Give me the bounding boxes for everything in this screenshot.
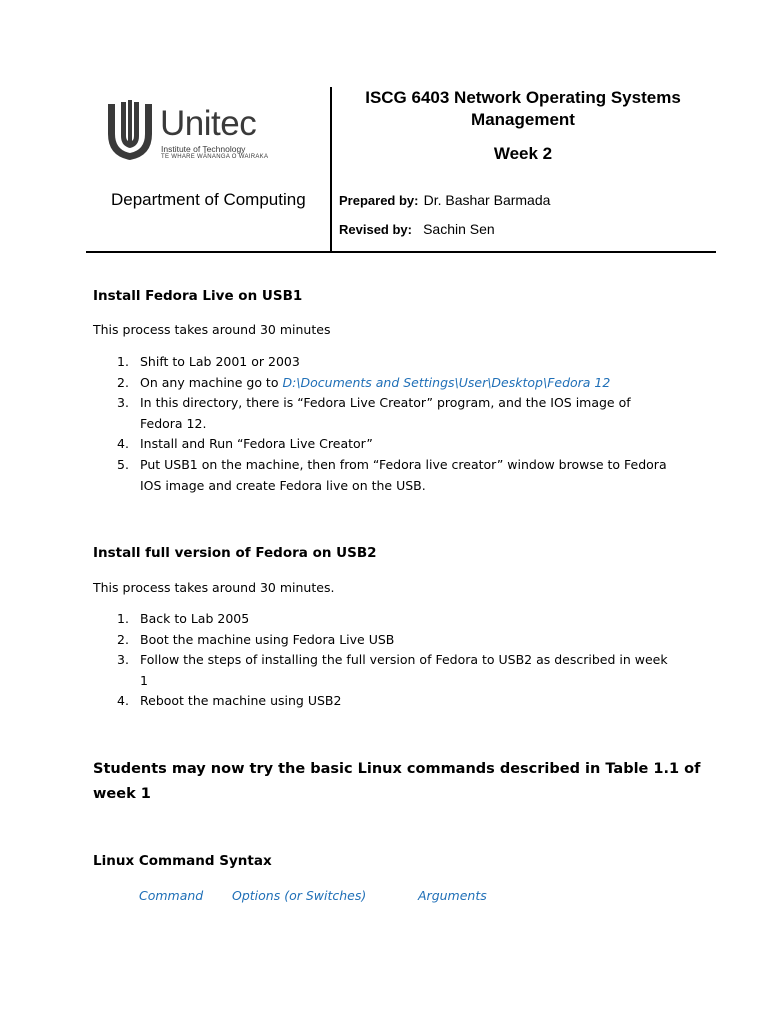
list-item: 4. Reboot the machine using USB2 bbox=[117, 693, 342, 709]
revised-by bbox=[339, 219, 495, 238]
revised-by-label: Revised by: bbox=[339, 222, 412, 237]
list-item: 2. Boot the machine using Fedora Live USB bbox=[117, 631, 395, 647]
section1-steps bbox=[93, 352, 713, 496]
section1-intro: This process takes around 30 minutes bbox=[93, 322, 331, 337]
section2-heading: Install full version of Fedora on USB2 bbox=[93, 545, 377, 561]
students-note: Students may now try the basic Linux commands described in Table 1.1 of week 1 bbox=[93, 761, 701, 802]
logo-subtitle: Institute of Technology bbox=[161, 144, 246, 154]
list-item: 1. Back to Lab 2005 bbox=[117, 611, 250, 626]
list-item: 3. In this directory, there is “Fedora Live Creator” program, and the IOS image of Fedora 12. bbox=[117, 395, 631, 431]
prepared-by-label: Prepared by: bbox=[339, 193, 419, 208]
section2-steps bbox=[93, 609, 713, 712]
syntax-arguments: Arguments bbox=[418, 888, 487, 903]
list-item: 2. On any machine go to D:\Documents and Settings\User\Desktop\Fedora 12 bbox=[117, 374, 611, 390]
list-item: 5. Put USB1 on the machine, then from “Fedora live creator” window browse to Fedora IOS image and create Fedora live on the USB. bbox=[117, 456, 667, 493]
syntax-options: Options (or Switches) bbox=[232, 888, 367, 903]
header-divider-horizontal bbox=[86, 251, 716, 253]
logo-maori: TE WHARE WĀNANGA O WAIRAKA bbox=[161, 154, 269, 160]
section2-intro: This process takes around 30 minutes. bbox=[93, 580, 335, 595]
syntax-command: Command bbox=[139, 888, 204, 903]
fedora-path-link[interactable]: D:\Documents and Settings\User\Desktop\Fedora 12 bbox=[282, 374, 611, 390]
prepared-by-value: Dr. Bashar Barmada bbox=[423, 192, 551, 208]
section4-heading: Linux Command Syntax bbox=[93, 853, 272, 869]
header-divider-vertical bbox=[330, 87, 332, 252]
department-name: Department of Computing bbox=[111, 190, 306, 209]
list-item: 4. Install and Run “Fedora Live Creator” bbox=[117, 436, 373, 452]
week-label: Week 2 bbox=[493, 144, 553, 163]
list-item: 3. Follow the steps of installing the full version of Fedora to USB2 as described in week 1 bbox=[117, 652, 668, 688]
section1-heading: Install Fedora Live on USB1 bbox=[93, 288, 303, 304]
course-title: ISCG 6403 Network Operating Systems Management bbox=[365, 88, 681, 129]
unitec-logo bbox=[104, 96, 274, 166]
prepared-by bbox=[339, 190, 550, 209]
list-item: 1. Shift to Lab 2001 or 2003 bbox=[117, 354, 300, 369]
logo-brand: Unitec bbox=[160, 104, 257, 143]
unitec-shield-icon bbox=[104, 100, 156, 164]
revised-by-value: Sachin Sen bbox=[423, 221, 495, 237]
